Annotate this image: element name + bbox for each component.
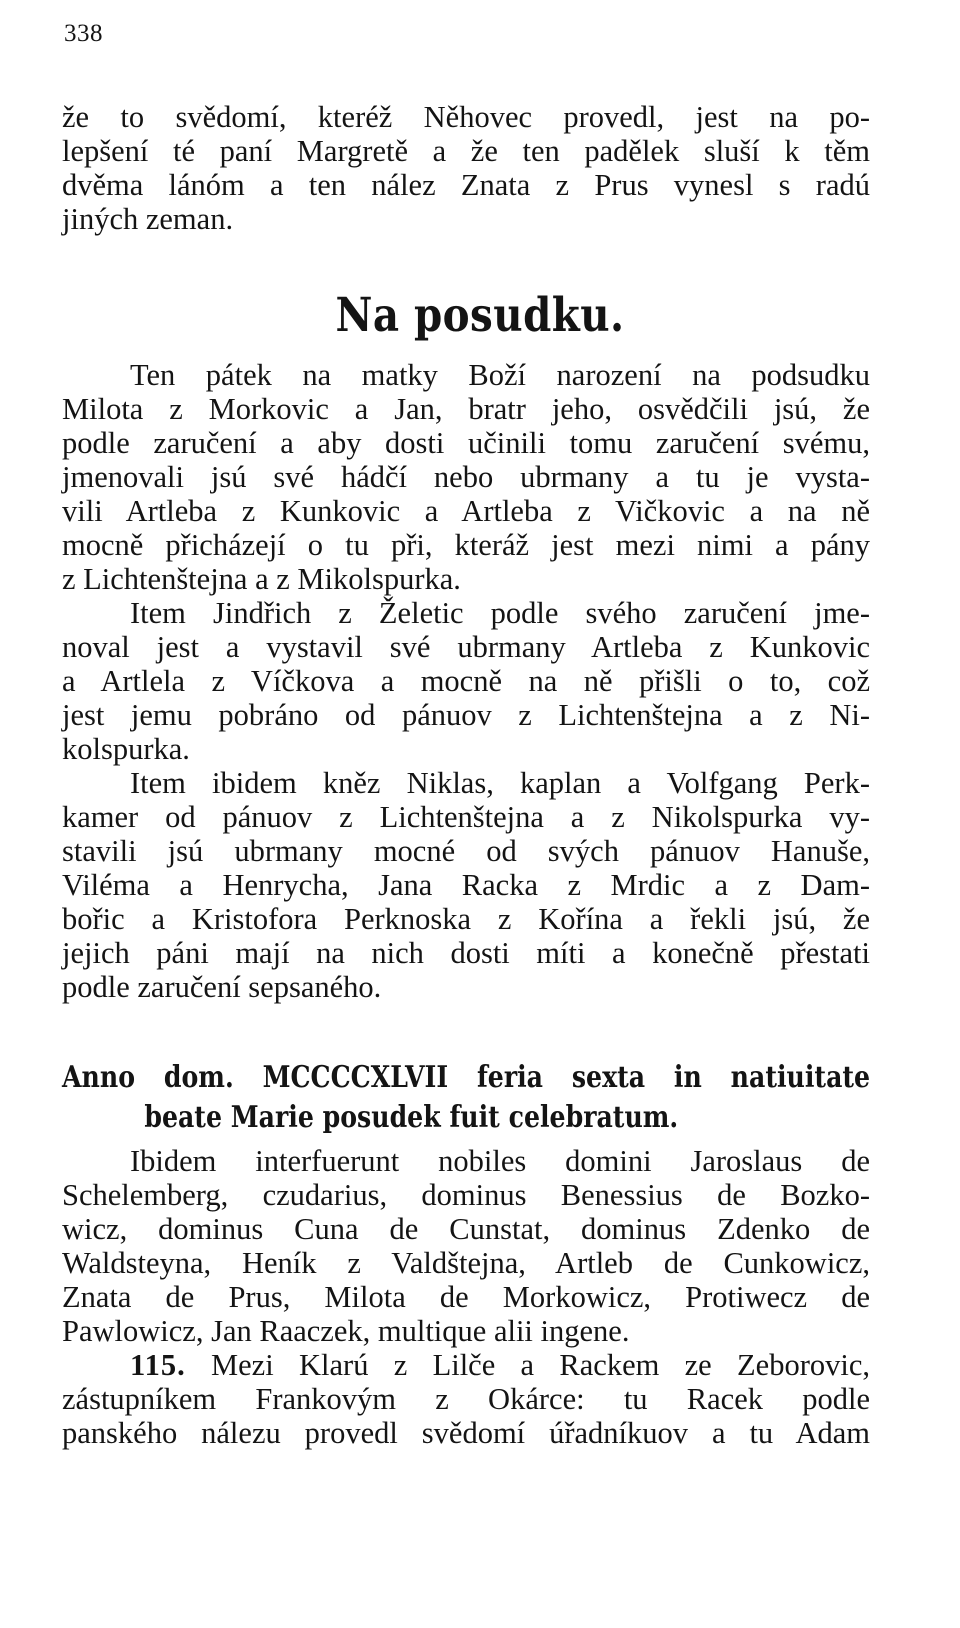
text-line: Ibidem interfuerunt nobiles domini Jaroslaus de bbox=[130, 1144, 870, 1178]
latin-heading-line: beate Marie posudek fuit celebratum. bbox=[144, 1100, 679, 1135]
text-line: kolspurka. bbox=[62, 732, 190, 766]
text-line: vili Artleba z Kunkovic a Artleba z Vičkovic a na ně bbox=[62, 494, 870, 528]
text-line: Item Jindřich z Želetic podle svého zaručení jme- bbox=[130, 596, 870, 630]
text-line: kamer od pánuov z Lichtenštejna a z Nikolspurka vy- bbox=[62, 800, 870, 834]
text-line: wicz, dominus Cuna de Cunstat, dominus Zdenko de bbox=[62, 1212, 870, 1246]
paragraph-5 bbox=[62, 1348, 870, 1450]
text-line: Milota z Morkovic a Jan, bratr jeho, osvědčili jsú, že bbox=[62, 392, 870, 426]
text-line bbox=[62, 1348, 870, 1382]
text-line-content: Mezi Klarú z Lilče a Rackem ze Zeborovic, bbox=[211, 1348, 870, 1382]
text-line: noval jest a vystavil své ubrmany Artleba z Kunkovic bbox=[62, 630, 870, 664]
text-line: Schelemberg, czudarius, dominus Benessius de Bozko- bbox=[62, 1178, 870, 1212]
text-line: z Lichtenštejna a z Mikolspurka. bbox=[62, 562, 461, 596]
latin-heading-line: Anno dom. MCCCCXLVII feria sexta in natiuitate bbox=[62, 1060, 871, 1095]
text-line: jiných zeman. bbox=[62, 202, 234, 236]
text-line: podle zaručení sepsaného. bbox=[62, 970, 382, 1004]
text-line: Viléma a Henrycha, Jana Racka z Mrdic a z Dam- bbox=[62, 868, 870, 902]
text-line: bořic a Kristofora Perknoska z Kořína a řekli jsú, že bbox=[62, 902, 870, 936]
text-line: stavili jsú ubrmany mocné od svých pánuov Hanuše, bbox=[62, 834, 870, 868]
text-line: jmenovali jsú své hádčí nebo ubrmany a tu je vysta- bbox=[62, 460, 870, 494]
text-line: Item ibidem kněz Niklas, kaplan a Volfgang Perk- bbox=[130, 766, 870, 800]
text-line: podle zaručení a aby dosti učinili tomu zaručení svému, bbox=[62, 426, 870, 460]
paragraph-4 bbox=[62, 1144, 870, 1348]
latin-heading bbox=[62, 1058, 870, 1138]
text-line: Znata de Prus, Milota de Morkowicz, Protiwecz de bbox=[62, 1280, 870, 1314]
text-line: Waldsteyna, Heník z Valdštejna, Artleb de Cunkowicz, bbox=[62, 1246, 870, 1280]
text-line: a Artlela z Víčkova a mocně na ně přišli o to, což bbox=[62, 664, 870, 698]
text-line: mocně přicházejí o tu při, kteráž jest mezi nimi a pány bbox=[62, 528, 870, 562]
page-number: 338 bbox=[64, 20, 103, 47]
text-line: jest jemu pobráno od pánuov z Lichtenštejna a z Ni- bbox=[62, 698, 870, 732]
text-line: lepšení té paní Margretě a že ten padělek sluší k těm bbox=[62, 134, 870, 168]
paragraph-3 bbox=[62, 766, 870, 1004]
text-line: jejich páni mají na nich dosti míti a konečně přestati bbox=[62, 936, 870, 970]
text-line: Ten pátek na matky Boží narození na podsudku bbox=[130, 358, 870, 392]
text-line: že to svědomí, kteréž Něhovec provedl, jest na po- bbox=[62, 100, 870, 134]
text-line: Pawlowicz, Jan Raaczek, multique alii ingene. bbox=[62, 1314, 630, 1348]
paragraph-1 bbox=[62, 358, 870, 596]
text-line: panského nálezu provedl svědomí úřadníkuov a tu Adam bbox=[62, 1416, 870, 1450]
paragraph-2 bbox=[62, 596, 870, 766]
text-line: dvěma lánóm a ten nález Znata z Prus vynesl s radú bbox=[62, 168, 870, 202]
text-line: zástupníkem Frankovým z Okárce: tu Racek podle bbox=[62, 1382, 870, 1416]
paragraph-continuation bbox=[62, 100, 870, 236]
paragraph-number: 115. bbox=[130, 1348, 186, 1382]
section-heading: Na posudku. bbox=[335, 288, 625, 343]
